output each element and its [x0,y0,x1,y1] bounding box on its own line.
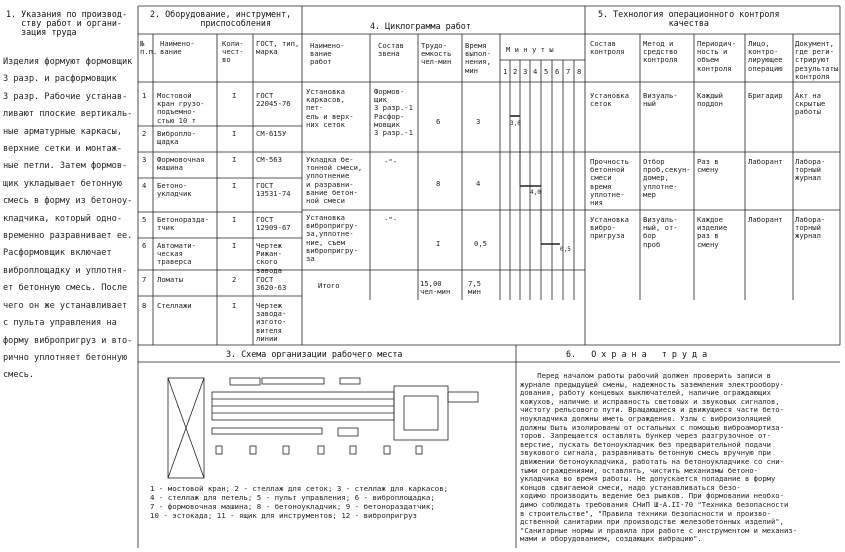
control-method: Отбор проб,секун- домер, уплотне- мер [643,157,691,199]
col-header-doc: Документ, где реги- стрируют результаты контроля [795,39,839,81]
section2-header: 2. Оборудование, инструмент, приспособления [150,9,292,28]
equipment-gost: ГОСТ 13531-74 [256,181,291,199]
equipment-number: 6 [142,241,147,250]
equipment-name: Мостовой кран грузо- подъемно- стью 10 т [157,91,205,125]
equipment-number: 3 [142,155,147,164]
equipment-qty: I [232,129,237,138]
section1-text: Изделия формуют формовщик 3 разр. и расформовщик 3 разр. Рабочие устанав- ливают плоские вертикаль- ные арматурные каркасы, верхние сетки и монтаж- ные петли. Затем формов- щик укладывает бетонную смесь в форму из бетоноу- кладчика, который одно- временно разравнивает ее. Расформовщик включает виброплощадку и уплотня- ет бетонную смесь. После чего он же устанавливает с пульта управления на форму вибропригруз и вто- рично уплотняет бетонную смесь. [3,57,133,381]
equipment-qty: I [232,155,237,164]
control-method: Визуаль- ный, от- бор проб [643,215,678,249]
control-who: Лаборант [748,215,783,224]
minutes-header: М и н у т ы [506,45,554,54]
section6-header: 6. О х р а н а т р у д а [566,349,708,359]
minute-label: 4 [533,67,538,76]
work-crew: Формов- щик 3 разр.-1 Расфор- мовщик 3 разр.-1 [374,87,413,138]
minute-label: 5 [544,67,549,76]
control-what: Прочность бетонной смеси время уплотне- ния [590,157,629,208]
bar-duration-label: 3,0 [510,120,521,127]
equipment-qty: I [232,181,237,190]
workplace-scheme-drawing [168,378,478,478]
scheme-legend: 1 - мостовой кран; 2 - стеллаж для сеток; 3 - стеллаж для каркасов; 4 - стеллаж для петель; 5 - пульт управления; 6 - виброплощадка; 7 - формовочная машина; 8 - бетоноукладчик; 9 - бетонораздатчик; 10 - эстокада; 11 - ящик для инструментов; 12 - вибропригруз [150,484,449,520]
section4-header: 4. Циклограмма работ [370,21,471,31]
safety-text: Перед началом работы рабочий должен проверить записи в журнале предыдущей смены, надежность заземления электрообору- дования, работу концевых выключателей, наличие ограждающих кожухов, наличие и исправность световых и звуковых сигналов, чистоту рельсового пути. Вращающиеся и движущиеся части бето- ноукладчика должны иметь ограждения. Узлы с виброизоляцией должны быть изолированы от остальных с помощью виброамортиза- торов. Запрещается оставлять бункер через разгрузочное от- верстие, пускать бетоноукладчик без предварительной подачи звукового сигнала, разравнивать бетонную смесь вручную при движении бетоноукладчика, работать на бетоноукладчике со сни- тыми ограждениями, оставлять, чистить механизмы бетоно- укладчика во время работы. Не допускается попадание в форму концов сдвигаемой смеси, надо устанавливаться безо- ходимо производить ведение без рывков. При формовании необхо- димо соблюдать требования СНиП Ш-А.II-70 "Техника безопасности в строительстве", "Правила техники безопасности и произво- дственной санитарии при производстве железобетонных изделий", "Санитарные нормы и правила при работе с инструментом и механиз- мами и оборудованием, создающих вибрацию". [520,371,797,544]
total-time: 7,5 мин [468,279,481,297]
col-header-labor: Трудо- емкость чел-мин [421,41,452,67]
work-time: 4 [476,179,481,188]
control-what: Установка вибро- пригруза [590,215,629,241]
work-labor: 8 [436,179,441,188]
control-who: Лаборант [748,157,783,166]
equipment-name: Ломаты [157,275,183,284]
work-crew: -"- [384,157,397,166]
control-doc: Лабора- торный журнал [795,215,826,241]
col-header-period: Периодич- ность и объем контроля [697,39,736,73]
total-labor: 15,00 чел-мин [420,279,451,297]
col-header-name: Наимено- вание [160,39,195,57]
equipment-gost: СМ-563 [256,155,282,164]
equipment-gost: Чертеж завода- изгото- вителя линии [256,301,287,343]
equipment-qty: I [232,215,237,224]
col-header-gost: ГОСТ, тип, марка [256,39,300,57]
equipment-gost: Чертеж Рижан- ского завода [256,241,282,275]
col-header-crew: Состав звена [378,41,404,59]
col-header-work: Наимено- вание работ [310,41,345,67]
minute-label: 6 [555,67,560,76]
work-labor: 6 [436,117,441,126]
minute-label: 2 [513,67,518,76]
control-who: Бригадир [748,91,783,100]
control-period: Раз в смену [697,157,719,175]
equipment-name: Автомати- ческая траверса [157,241,196,267]
control-period: Каждый поддон [697,91,723,109]
total-label: Итого [318,281,340,290]
col-header-method: Метод и средство контроля [643,39,678,65]
minute-label: 8 [577,67,582,76]
minute-label: 3 [523,67,528,76]
work-crew: -"- [384,215,397,224]
col-header-what: Состав контроля [590,39,625,57]
equipment-name: Бетоно- укладчик [157,181,192,199]
minute-label: 1 [503,67,508,76]
section1-header: 1. Указания по производ- ству работ и органи- зация труда [6,9,128,37]
equipment-qty: I [232,91,237,100]
equipment-number: 5 [142,215,147,224]
col-header-who: Лицо, контро- лирующее операцию [748,39,783,73]
equipment-name: Стеллажи [157,301,192,310]
work-name: Установка вибропригру- за,уплотне- ние, съем вибропригру- за [306,213,358,264]
equipment-gost: ГОСТ 22045-76 [256,91,291,109]
control-period: Каждое изделие раз в смену [697,215,728,249]
equipment-number: 1 [142,91,147,100]
equipment-qty: I [232,241,237,250]
work-labor: I [436,239,441,248]
equipment-qty: I [232,301,237,310]
equipment-qty: 2 [232,275,237,284]
control-what: Установка сеток [590,91,629,109]
equipment-name: Бетоноразда- тчик [157,215,209,233]
equipment-number: 2 [142,129,147,138]
control-doc: Лабора- торный журнал [795,157,826,183]
section3-header: 3. Схема организации рабочего места [226,349,403,359]
equipment-name: Вибропло- щадка [157,129,196,147]
equipment-gost: СМ-615У [256,129,287,138]
work-time: 0,5 [474,239,487,248]
minute-label: 7 [566,67,571,76]
control-method: Визуаль- ный [643,91,678,109]
equipment-number: 4 [142,181,147,190]
work-name: Установка каркасов, пет- ель и верх- них сеток [306,87,354,129]
col-header-number: № п.п. [140,39,158,57]
equipment-gost: ГОСТ 12909-67 [256,215,291,233]
section5-header: 5. Технология операционного контроля качества [598,9,780,28]
col-header-qty: Коли- чест- во [222,39,244,65]
equipment-name: Формовочная машина [157,155,205,173]
work-name: Укладка бе- тонной смеси, уплотнение и разравни- вание бетон- ной смеси [306,155,363,206]
equipment-gost: ГОСТ 3620-63 [256,275,287,293]
equipment-number: 7 [142,275,147,284]
work-time: 3 [476,117,481,126]
control-doc: Акт на скрытые работы [795,91,826,117]
bar-duration-label: 0,5 [560,246,571,253]
bar-duration-label: 4,0 [530,189,541,196]
col-header-time: Время выпол- нения, мин [465,41,491,75]
equipment-number: 8 [142,301,147,310]
